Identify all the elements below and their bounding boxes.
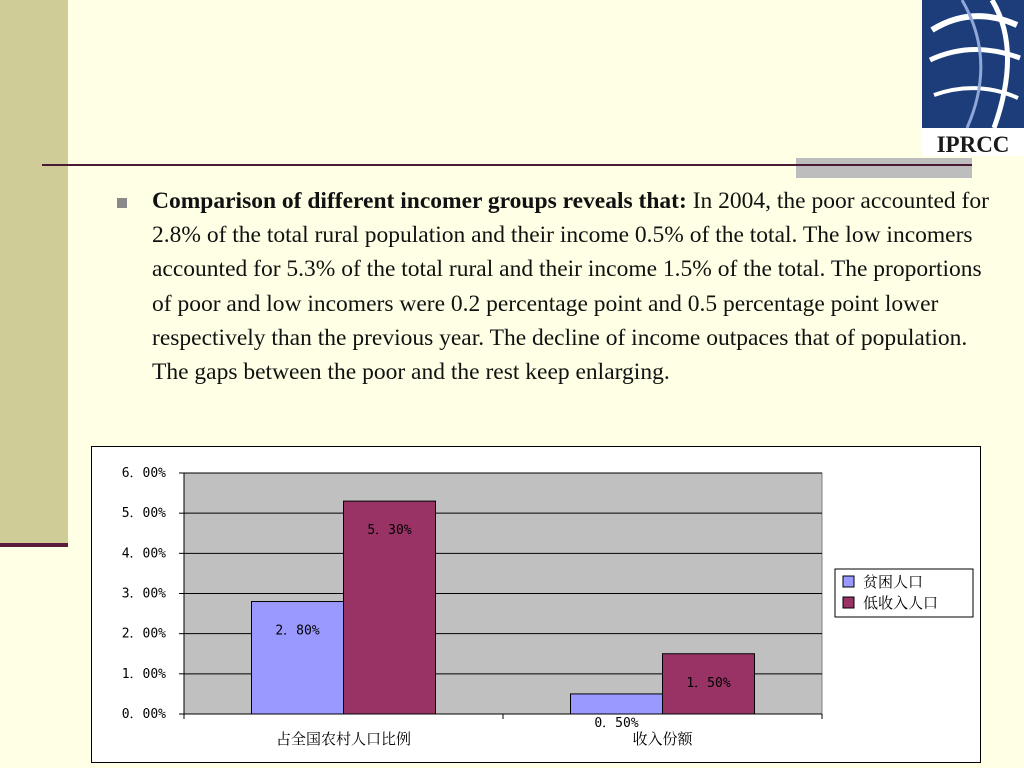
legend-swatch: [843, 597, 854, 608]
bullet-paragraph: [152, 184, 992, 389]
data-label: 1．50%: [686, 675, 731, 691]
data-label: 2．80%: [275, 623, 320, 639]
left-strip-rule: [0, 543, 68, 547]
chart-canvas: [92, 447, 980, 762]
bar: [571, 694, 663, 714]
legend-label: 贫困人口: [863, 573, 924, 591]
y-tick-label: 5．00%: [121, 506, 166, 522]
legend-label: 低收入人口: [863, 594, 939, 612]
data-label: 0．50%: [594, 715, 639, 731]
legend-swatch: [843, 576, 854, 587]
logo-text: IPRCC: [936, 132, 1010, 156]
data-label: 5．30%: [367, 523, 412, 539]
title-rule: [42, 164, 972, 166]
bar-chart: [91, 446, 981, 763]
left-decor-strip: [0, 0, 68, 545]
bullet-icon: [117, 198, 127, 208]
y-tick-label: 6．00%: [121, 466, 166, 481]
y-tick-label: 0．00%: [121, 707, 166, 722]
title-rule-shadow: [796, 158, 972, 178]
y-tick-label: 4．00%: [121, 546, 166, 562]
bullet-body-text: In 2004, the poor accounted for 2.8% of the total rural population and their income 0.5% of the total. The low incomers accounted for 5.3% of the total rural and their income 1.5% of the total. The proportions of poor and low incomers were 0.2 percentage point and 0.5 percentage point lower respectively than the previous year. The decline of income outpaces that of population. The gaps between the poor and the rest keep enlarging.: [152, 188, 989, 386]
x-category-label: 占全国农村人口比例: [275, 730, 412, 748]
y-tick-label: 2．00%: [121, 626, 166, 642]
bar: [252, 602, 344, 714]
iprcc-logo: [922, 0, 1024, 156]
y-tick-label: 3．00%: [121, 586, 166, 602]
bullet-bold-lead: Comparison of different incomer groups reveals that:: [152, 188, 687, 214]
y-tick-label: 1．00%: [121, 666, 166, 682]
x-category-label: 收入份额: [632, 730, 693, 748]
globe-logo-icon: [922, 0, 1024, 156]
